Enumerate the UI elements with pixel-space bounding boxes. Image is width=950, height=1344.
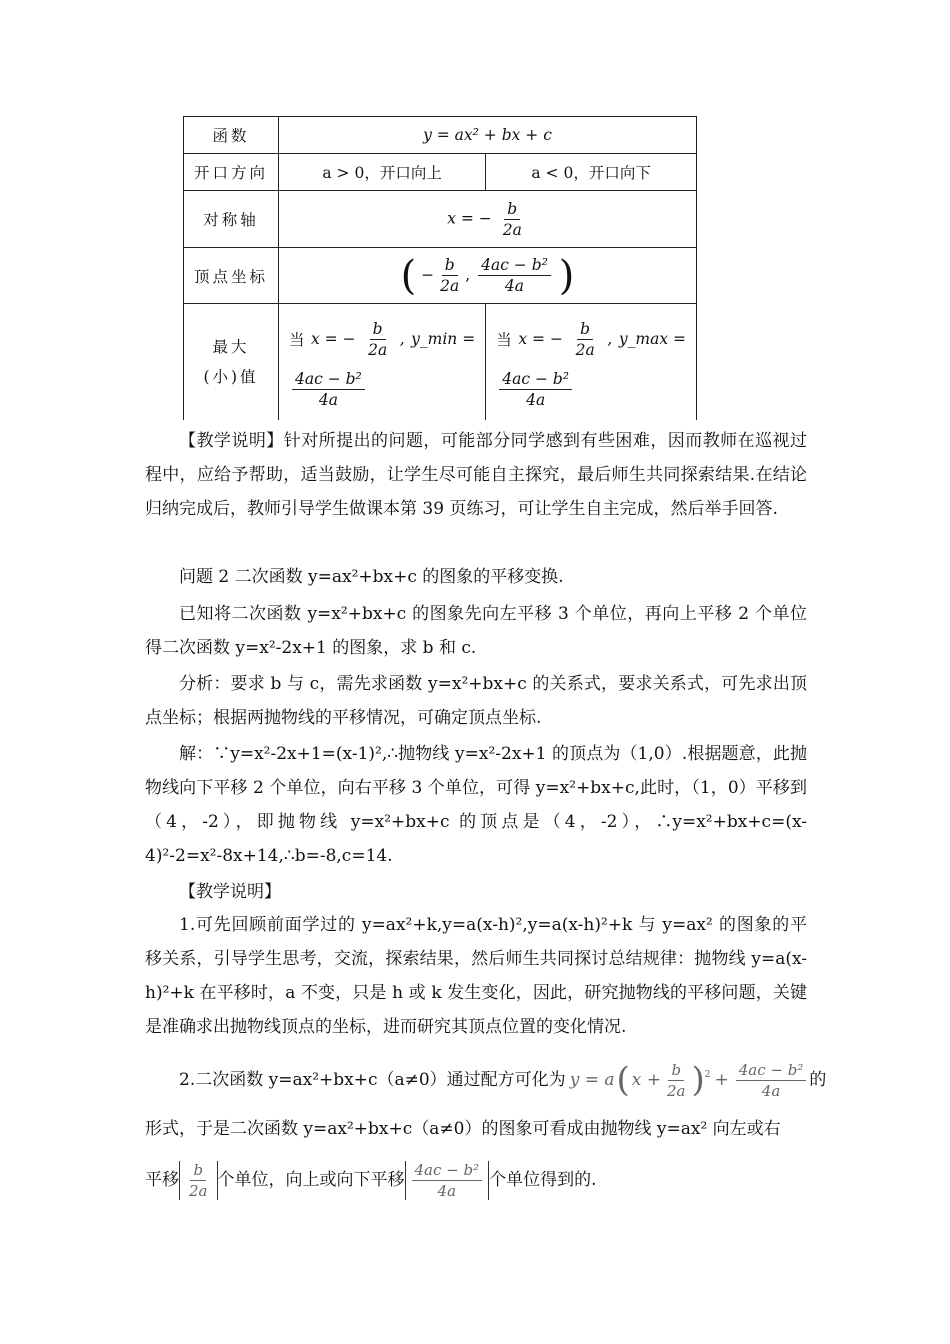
axis-prefix: x = −: [447, 209, 492, 227]
row-header: 对称轴: [184, 191, 279, 248]
function-cell: y = ax² + bx + c: [279, 117, 697, 154]
max-value-cell: 当 x = − $\frac{b}{2a}$ , y_max = $\frac{\text{4ac − b²}}{4a}$: [486, 304, 697, 421]
teaching-note-item-2-line1: 2.二次函数 y=ax²+bx+c（a≠0）通过配方可化为 y = a ( x + $\frac{b}{2a}$ ) $^2$ + $\frac{\text{4ac − b²}}{4a}$ 的: [179, 1060, 827, 1100]
table-row: [184, 191, 697, 248]
absolute-value: $\frac{b}{2a}$: [179, 1161, 218, 1200]
teaching-note-item-1: 1.可先回顾前面学过的 y=ax²+k,y=a(x-h)²,y=a(x-h)²+k 与 y=ax² 的图象的平移关系，引导学生思考，交流，探索结果，然后师生共同探讨总结规律：抛物线 y=a(x-h)²+k 在平移时，a 不变，只是 h 或 k 发生变化，因此，研究抛物线的平移问题，关键是准确求出抛物线顶点的坐标，进而研究其顶点位置的变化情况.: [145, 915, 807, 1037]
row-header: 顶点坐标: [184, 248, 279, 304]
teaching-note-paragraph: 【教学说明】针对所提出的问题，可能部分同学感到有些困难，因而教师在巡视过程中，应给予帮助，适当鼓励，让学生尽可能自主探究，最后师生共同探索结果.在结论归纳完成后，教师引导学生做课本第 39 页练习，可让学生自主完成，然后举手回答.: [145, 431, 807, 519]
fraction: $\frac{b}{2a}$: [502, 199, 522, 239]
question-2-body: 已知将二次函数 y=x²+bx+c 的图象先向左平移 3 个单位，再向上平移 2 个单位得二次函数 y=x²-2x+1 的图象，求 b 和 c.: [145, 604, 807, 658]
teaching-note-title: 【教学说明】: [179, 882, 281, 902]
fraction: $\frac{\text{4ac − b²}}{4a}$: [478, 256, 551, 295]
row-header: 函数: [184, 117, 279, 154]
teaching-note-item-2-line3: 平移 $\frac{b}{2a}$ 个单位，向上或向下平移 $\frac{\text{4ac − b²}}{4a}$ 个单位得到的.: [145, 1160, 597, 1200]
vertex-cell: ( − $\frac{b}{2a}$ , $\frac{\text{4ac − b²}}{4a}$ ): [279, 248, 697, 304]
fraction: $\frac{b}{2a}$: [440, 256, 460, 295]
fraction: $\frac{\text{4ac − b²}}{4a}$: [292, 370, 365, 409]
table-row: [184, 304, 697, 421]
fraction: $\frac{b}{2a}$: [667, 1060, 686, 1100]
absolute-value: $\frac{\text{4ac − b²}}{4a}$: [405, 1161, 490, 1200]
fraction: $\frac{b}{2a}$: [368, 319, 388, 359]
row-header: 开口方向: [184, 154, 279, 191]
fraction: $\frac{b}{2a}$: [575, 319, 595, 359]
quadratic-properties-table: [183, 116, 697, 420]
axis-cell: [279, 191, 697, 248]
row-header: 最大 (小)值: [184, 304, 279, 421]
solution-paragraph: 解：∵y=x²-2x+1=(x-1)²,∴抛物线 y=x²-2x+1 的顶点为（1,0）.根据题意，此抛物线向下平移 2 个单位，向右平移 3 个单位，可得 y=x²+bx+c,此时，（1，0）平移到（4，-2），即抛物线 y=x²+bx+c 的顶点是（4，-2），∴y=x²+bx+c=(x-4)²-2=x²-8x+14,∴b=-8,c=14.: [145, 744, 807, 866]
open-down-cell: a < 0，开口向下: [486, 154, 697, 191]
question-2-title: 问题 2 二次函数 y=ax²+bx+c 的图象的平移变换.: [179, 567, 564, 587]
min-value-cell: 当 x = − $\frac{b}{2a}$ , y_min = $\frac{\text{4ac − b²}}{4a}$: [279, 304, 486, 421]
table-row: [184, 117, 697, 154]
teaching-note-item-2-line2: 形式，于是二次函数 y=ax²+bx+c（a≠0）的图象可看成由抛物线 y=ax² 向左或右: [145, 1119, 781, 1139]
table-row: [184, 154, 697, 191]
analysis-paragraph: 分析：要求 b 与 c，需先求函数 y=x²+bx+c 的关系式，要求关系式，可先求出顶点坐标；根据两抛物线的平移情况，可确定顶点坐标.: [145, 674, 807, 728]
fraction: $\frac{\text{4ac − b²}}{4a}$: [499, 370, 572, 409]
fraction: $\frac{\text{4ac − b²}}{4a}$: [736, 1061, 807, 1100]
table-row: [184, 248, 697, 304]
open-up-cell: a > 0，开口向上: [279, 154, 486, 191]
